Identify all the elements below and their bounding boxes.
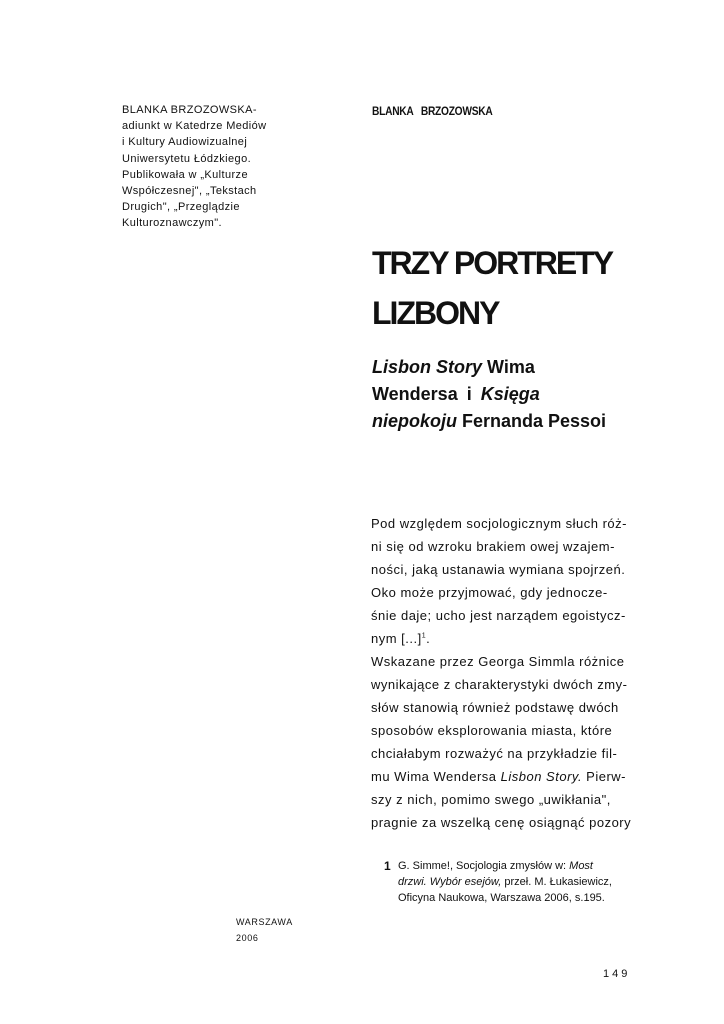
subtitle-italic: Lisbon Story [372, 357, 483, 377]
publication-place [236, 914, 293, 946]
epigraph-quote [371, 512, 640, 650]
body-line: śnie daje; ucho jest narządem egoistycz- [371, 608, 626, 623]
running-header-author: BLANKA BRZOZOWSKA [372, 104, 493, 118]
body-text: mu Wima Wendersa [371, 769, 501, 784]
body-line: ności, jaką ustanawia wymiana spojrzeń. [371, 562, 626, 577]
title-line: LIZBONY [372, 295, 499, 331]
subtitle-text: Wima [482, 357, 535, 377]
body-text: Pierw- [582, 769, 627, 784]
bio-line: BLANKA BRZOZOWSKA- [122, 104, 257, 116]
footnote-italic: Most [569, 860, 593, 872]
subtitle-text: Fernanda Pessoi [457, 411, 607, 431]
footnote-text [398, 858, 644, 906]
subtitle-italic: niepokoju [372, 411, 457, 431]
footnote-line [398, 858, 644, 874]
body-line: ni się od wzroku brakiem owej wzajem- [371, 539, 615, 554]
body-paragraph [371, 650, 640, 834]
author-bio [122, 102, 292, 232]
body-line: Oko może przyjmować, gdy jednocze- [371, 585, 608, 600]
article-subtitle [372, 354, 672, 435]
footnote-citation: przeł. M. Łukasiewicz, [501, 876, 612, 888]
body-line: chciałabym rozważyć na przykładzie fil- [371, 746, 618, 761]
publication-year: 2006 [236, 933, 259, 943]
bio-line: Drugich", „Przeglądzie [122, 201, 240, 214]
bio-line: Kulturoznawczym". [122, 217, 222, 230]
subtitle-line [372, 408, 672, 435]
body-line: sposobów eksplorowania miasta, które [371, 723, 613, 738]
subtitle-text: Wendersa i [372, 384, 481, 404]
film-title-italic: Lisbon Story. [500, 769, 583, 784]
footnote-reference[interactable]: 1 [421, 632, 427, 640]
quote-end-mark: . [426, 631, 431, 646]
footnote-line [398, 874, 644, 890]
title-line: TRZY PORTRETY [372, 245, 613, 281]
body-line: Pod względem socjologicznym słuch róż- [371, 516, 627, 531]
body-line [371, 765, 640, 788]
bio-line: adiunkt w Katedrze Mediów [122, 120, 267, 133]
body-line: Wskazane przez Georga Simmla różnice [371, 654, 625, 669]
subtitle-line [372, 354, 672, 381]
subtitle-italic: Księga [480, 384, 540, 404]
article-body [371, 512, 640, 834]
body-line: pragnie za wszelką cenę osiągnąć pozory [371, 815, 632, 830]
body-line: słów stanowią również podstawę dwóch [371, 700, 619, 715]
article-title [372, 238, 672, 338]
footnote-number: 1 [384, 859, 391, 873]
footnote [384, 858, 644, 906]
body-line: szy z nich, pomimo swego „uwikłania", [371, 792, 611, 807]
subtitle-line [372, 381, 672, 408]
bio-line: i Kultury Audiowizualnej [122, 136, 248, 149]
bio-line: Współczesnej", „Tekstach [122, 185, 257, 198]
publication-city: WARSZAWA [236, 917, 293, 927]
quote-last-words: nym [...] [371, 631, 422, 646]
bio-line: Publikowała w „Kulturze [122, 168, 248, 181]
footnote-citation: G. Simme!, Socjologia zmysłów w: [398, 860, 570, 872]
bio-line: Uniwersytetu Łódzkiego. [122, 152, 252, 165]
footnote-line: Oficyna Naukowa, Warszawa 2006, s.195. [398, 892, 605, 904]
body-line: wynikające z charakterystyki dwóch zmy- [371, 677, 628, 692]
footnote-italic: drzwi. Wybór esejów, [398, 876, 502, 888]
body-line [371, 627, 640, 650]
page-number: 149 [603, 968, 631, 980]
